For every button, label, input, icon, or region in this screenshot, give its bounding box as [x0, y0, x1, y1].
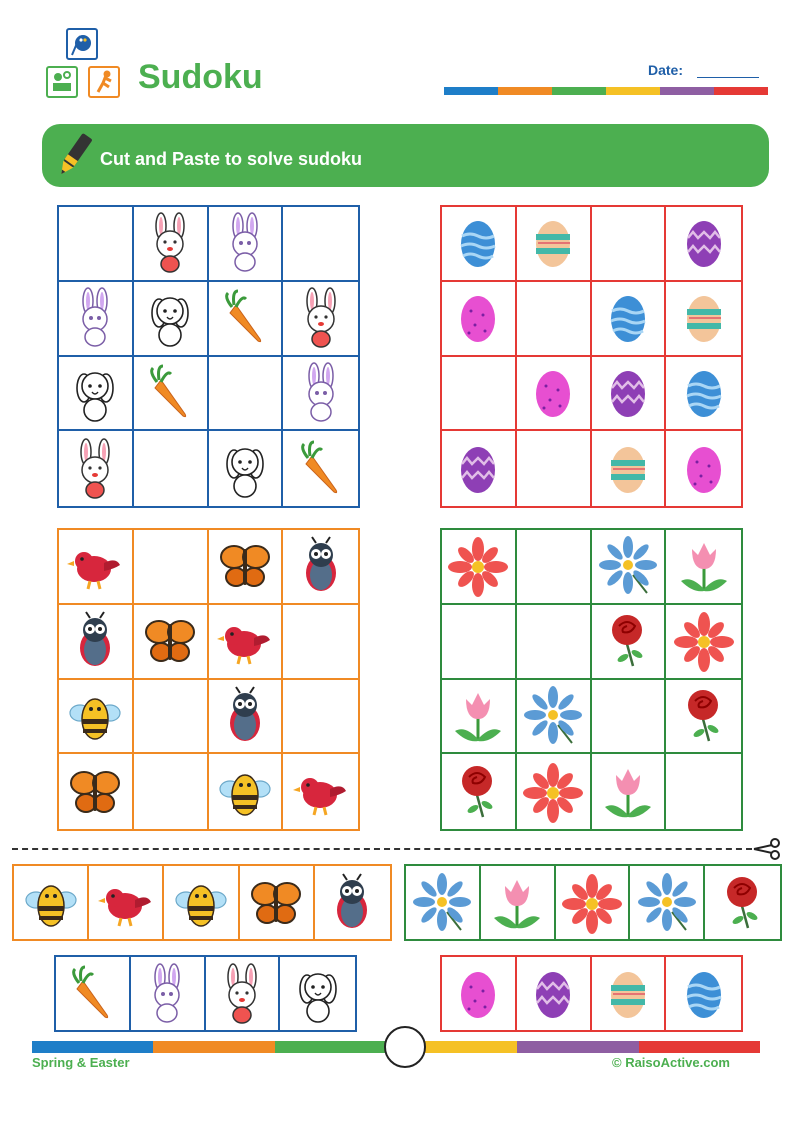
ladybug-icon	[214, 685, 276, 747]
sudoku-grid-bunnies	[57, 205, 360, 508]
flower-blue-cutout[interactable]	[630, 866, 705, 939]
bunny-white-icon	[64, 362, 126, 424]
egg-pink-cell	[666, 431, 741, 506]
flower-red-cell	[517, 754, 592, 829]
bee-icon	[170, 872, 232, 934]
flower-red-icon	[447, 535, 509, 597]
empty-cell[interactable]	[517, 605, 592, 680]
bird-cutout[interactable]	[89, 866, 164, 939]
bunny-pink-cell	[59, 431, 134, 506]
bunny-purple-cutout[interactable]	[131, 957, 206, 1030]
egg-teal-icon	[597, 963, 659, 1025]
empty-cell[interactable]	[134, 530, 209, 605]
egg-blue-cutout[interactable]	[666, 957, 741, 1030]
cut-line	[12, 848, 752, 850]
egg-purple-icon	[522, 963, 584, 1025]
carrot-icon	[139, 362, 201, 424]
empty-cell[interactable]	[442, 605, 517, 680]
bunny-white-icon	[214, 438, 276, 500]
bunny-pink-cutout[interactable]	[206, 957, 281, 1030]
flower-blue-icon	[411, 872, 473, 934]
egg-pink-cell	[442, 282, 517, 357]
egg-pink-icon	[522, 362, 584, 424]
empty-cell[interactable]	[517, 530, 592, 605]
butterfly-cutout[interactable]	[240, 866, 315, 939]
flower-red-cutout[interactable]	[556, 866, 631, 939]
ladybug-cell	[59, 605, 134, 680]
egg-pink-icon	[673, 438, 735, 500]
tulip-icon	[486, 872, 548, 934]
rose-cell	[442, 754, 517, 829]
egg-purple-cell	[666, 207, 741, 282]
ladybug-icon	[64, 610, 126, 672]
palette-logo-icon	[66, 28, 98, 60]
empty-cell[interactable]	[134, 431, 209, 506]
egg-purple-icon	[447, 438, 509, 500]
bunny-purple-icon	[64, 287, 126, 349]
egg-blue-cell	[666, 357, 741, 432]
egg-blue-cell	[442, 207, 517, 282]
bee-cutout[interactable]	[164, 866, 239, 939]
butterfly-icon	[214, 535, 276, 597]
bunny-pink-cell	[134, 207, 209, 282]
footer-copyright: © RaisoActive.com	[612, 1055, 730, 1070]
bunny-white-icon	[287, 963, 349, 1025]
egg-blue-icon	[673, 362, 735, 424]
carrot-cell	[283, 431, 358, 506]
egg-pink-cell	[517, 357, 592, 432]
bunny-white-icon	[139, 287, 201, 349]
rose-icon	[447, 761, 509, 823]
bunny-purple-cell	[283, 357, 358, 432]
flower-blue-cell	[517, 680, 592, 755]
running-child-logo-icon	[88, 66, 120, 98]
bird-icon	[64, 535, 126, 597]
empty-cell[interactable]	[666, 754, 741, 829]
bee-icon	[20, 872, 82, 934]
tulip-cell	[442, 680, 517, 755]
rose-icon	[673, 685, 735, 747]
egg-pink-cutout[interactable]	[442, 957, 517, 1030]
carrot-cutout[interactable]	[56, 957, 131, 1030]
butterfly-icon	[64, 761, 126, 823]
sudoku-grid-flowers	[440, 528, 743, 831]
bunny-purple-icon	[136, 963, 198, 1025]
flower-red-icon	[522, 761, 584, 823]
rose-cell	[592, 605, 667, 680]
carrot-cell	[134, 357, 209, 432]
footer-circle	[384, 1026, 426, 1068]
ladybug-cell	[283, 530, 358, 605]
bee-cell	[209, 754, 284, 829]
butterfly-icon	[139, 610, 201, 672]
bunny-white-cell	[59, 357, 134, 432]
bunny-pink-icon	[290, 287, 352, 349]
tulip-cutout[interactable]	[481, 866, 556, 939]
flower-blue-cutout[interactable]	[406, 866, 481, 939]
ladybug-icon	[321, 872, 383, 934]
bird-cell	[283, 754, 358, 829]
bird-cell	[209, 605, 284, 680]
bunny-purple-cell	[59, 282, 134, 357]
flower-blue-icon	[522, 685, 584, 747]
cutout-strip-insects	[12, 864, 392, 941]
bunny-white-cell	[134, 282, 209, 357]
tulip-icon	[673, 535, 735, 597]
empty-cell[interactable]	[134, 754, 209, 829]
empty-cell[interactable]	[517, 282, 592, 357]
empty-cell[interactable]	[134, 680, 209, 755]
bird-icon	[290, 761, 352, 823]
egg-purple-cutout[interactable]	[517, 957, 592, 1030]
bee-icon	[214, 761, 276, 823]
footer-theme-label: Spring & Easter	[32, 1055, 130, 1070]
bird-icon	[95, 872, 157, 934]
flower-red-icon	[561, 872, 623, 934]
header-color-stripe	[444, 87, 768, 95]
bee-icon	[64, 685, 126, 747]
butterfly-cell	[134, 605, 209, 680]
flower-red-icon	[673, 610, 735, 672]
rose-cell	[666, 680, 741, 755]
empty-cell[interactable]	[442, 357, 517, 432]
egg-teal-icon	[522, 212, 584, 274]
egg-teal-icon	[673, 287, 735, 349]
date-label: Date:	[648, 62, 684, 78]
cutout-strip-bunnies	[54, 955, 357, 1032]
empty-cell[interactable]	[592, 680, 667, 755]
egg-teal-cell	[517, 207, 592, 282]
egg-teal-cell	[666, 282, 741, 357]
bird-cell	[59, 530, 134, 605]
bunny-white-cutout[interactable]	[280, 957, 355, 1030]
empty-cell[interactable]	[517, 431, 592, 506]
sudoku-grid-insects	[57, 528, 360, 831]
flower-blue-icon	[597, 535, 659, 597]
empty-cell[interactable]	[283, 680, 358, 755]
sudoku-grid-eggs	[440, 205, 743, 508]
reading-child-logo-icon	[46, 66, 78, 98]
egg-purple-icon	[673, 212, 735, 274]
egg-purple-icon	[597, 362, 659, 424]
ladybug-cutout[interactable]	[315, 866, 390, 939]
instruction-text: Cut and Paste to solve sudoku	[100, 149, 363, 169]
bunny-white-cell	[209, 431, 284, 506]
cutout-strip-eggs	[440, 955, 743, 1032]
egg-blue-icon	[597, 287, 659, 349]
date-field[interactable]	[697, 77, 759, 78]
egg-teal-icon	[597, 438, 659, 500]
rose-cutout[interactable]	[705, 866, 780, 939]
bird-icon	[214, 610, 276, 672]
egg-pink-icon	[447, 287, 509, 349]
egg-purple-cell	[592, 357, 667, 432]
carrot-icon	[290, 438, 352, 500]
bunny-pink-icon	[139, 212, 201, 274]
rose-icon	[712, 872, 774, 934]
egg-pink-icon	[447, 963, 509, 1025]
tulip-icon	[597, 761, 659, 823]
bunny-pink-icon	[64, 438, 126, 500]
tulip-icon	[447, 685, 509, 747]
ladybug-icon	[290, 535, 352, 597]
bunny-purple-cell	[209, 207, 284, 282]
tulip-cell	[592, 754, 667, 829]
bee-cell	[59, 680, 134, 755]
cutout-strip-flowers	[404, 864, 782, 941]
flower-blue-cell	[592, 530, 667, 605]
tulip-cell	[666, 530, 741, 605]
bunny-purple-icon	[214, 212, 276, 274]
empty-cell[interactable]	[283, 605, 358, 680]
carrot-icon	[214, 287, 276, 349]
empty-cell[interactable]	[283, 207, 358, 282]
egg-blue-icon	[447, 212, 509, 274]
egg-purple-cell	[442, 431, 517, 506]
butterfly-cell	[59, 754, 134, 829]
butterfly-cell	[209, 530, 284, 605]
egg-teal-cell	[592, 431, 667, 506]
bunny-pink-cell	[283, 282, 358, 357]
empty-cell[interactable]	[209, 357, 284, 432]
butterfly-icon	[245, 872, 307, 934]
carrot-icon	[61, 963, 123, 1025]
carrot-cell	[209, 282, 284, 357]
flower-red-cell	[666, 605, 741, 680]
flower-blue-icon	[636, 872, 698, 934]
rose-icon	[597, 610, 659, 672]
bunny-purple-icon	[290, 362, 352, 424]
empty-cell[interactable]	[592, 207, 667, 282]
egg-blue-icon	[673, 963, 735, 1025]
empty-cell[interactable]	[59, 207, 134, 282]
egg-blue-cell	[592, 282, 667, 357]
ladybug-cell	[209, 680, 284, 755]
egg-teal-cutout[interactable]	[592, 957, 667, 1030]
bee-cutout[interactable]	[14, 866, 89, 939]
bunny-pink-icon	[211, 963, 273, 1025]
flower-red-cell	[442, 530, 517, 605]
page-title: Sudoku	[138, 58, 263, 96]
scissors-icon	[752, 838, 782, 860]
marker-pen-icon	[54, 130, 94, 182]
